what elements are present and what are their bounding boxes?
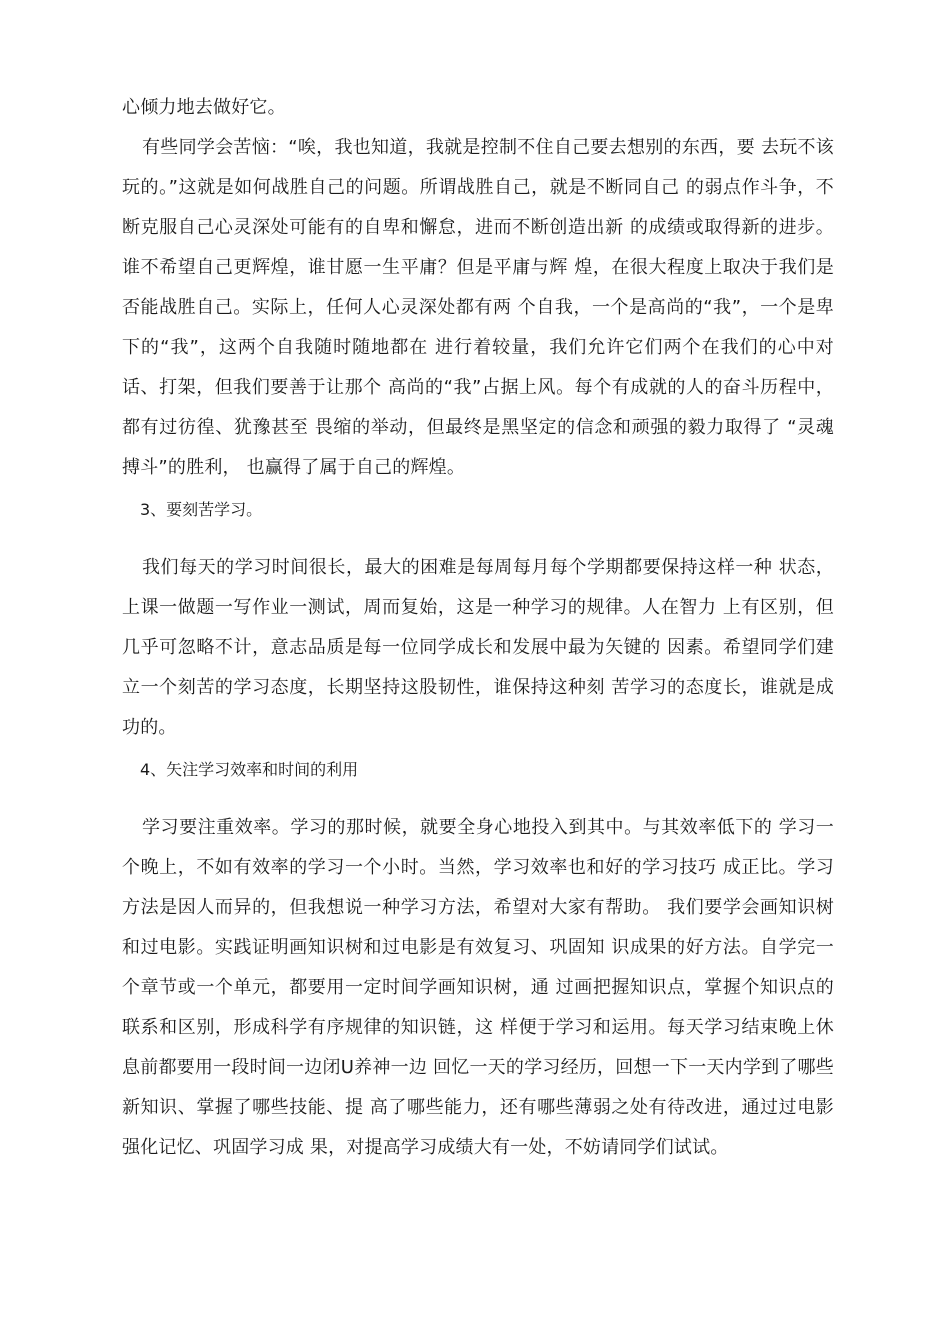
paragraph-study-efficiency: 学习要注重效率。学习的那时候，就要全身心地投入到其中。与其效率低下的 学习一个晚上，不如有效率的学习一个小时。当然，学习效率也和好的学习技巧 成正比。学习方法是因人而异的，但我想说一种学习方法，希望对大家有帮助。 我们要学会画知识树和过电影。实践证明画知识树和过电影是有效复习、巩固知 识成果的好方法。自学完一个章节或一个单元，都要用一定时间学画知识树，通 过画把握知识点，掌握个知识点的联系和区别，形成科学有序规律的知识链，这 样便于学习和运用。每天学习结束晚上休息前都要用一段时间一边闭U养神一边 回忆一天的学习经历，回想一下一天内学到了哪些新知识、掌握了哪些技能、提 高了哪些能力，还有哪些薄弱之处有待改进，通过过电影强化记忆、巩固学习成 果，对提高学习成绩大有一处，不妨请同学们试试。 (122, 817, 834, 1158)
section-heading-4: 4、矢注学习效率和时间的利用 (140, 760, 359, 779)
document-body (122, 88, 834, 1168)
section-heading-3: 3、要刻苦学习。 (140, 500, 263, 519)
paragraph-continuation: 心倾力地去做好它。 (122, 97, 286, 118)
spacer (122, 530, 834, 548)
paragraph-hard-study: 我们每天的学习时间很长，最大的困难是每周每月每个学期都要保持这样一种 状态，上课一做题一写作业一测试，周而复始，这是一种学习的规律。人在智力 上有区别，但几乎可忽略不计，意志品质是每一位同学成长和发展中最为矢键的 因素。希望同学们建立一个刻苦的学习态度，长期坚持这股韧性，谁保持这种刻 苦学习的态度长，谁就是成功的。 (122, 557, 834, 738)
paragraph-self-overcoming: 有些同学会苦恼：“唉，我也知道，我就是控制不住自己要去想别的东西，要 去玩不该玩的。”这就是如何战胜自己的问题。所谓战胜自己，就是不断同自己 的弱点作斗争，不断克服自己心灵深处可能有的自卑和懈怠，进而不断创造出新 的成绩或取得新的进步。谁不希望自己更辉煌，谁甘愿一生平庸？但是平庸与辉 煌，在很大程度上取决于我们是否能战胜自己。实际上，任何人心灵深处都有两 个自我，一个是高尚的“我”，一个是卑下的“我”，这两个自我随时随地都在 进行着较量，我们允许它们两个在我们的心中对话、打架，但我们要善于让那个 高尚的“我”占据上风。每个有成就的人的奋斗历程中，都有过彷徨、犹豫甚至 畏缩的举动，但最终是黑坚定的信念和顽强的毅力取得了 “灵魂搏斗”的胜利， 也赢得了属于自己的辉煌。 (122, 137, 834, 478)
spacer (122, 790, 834, 808)
